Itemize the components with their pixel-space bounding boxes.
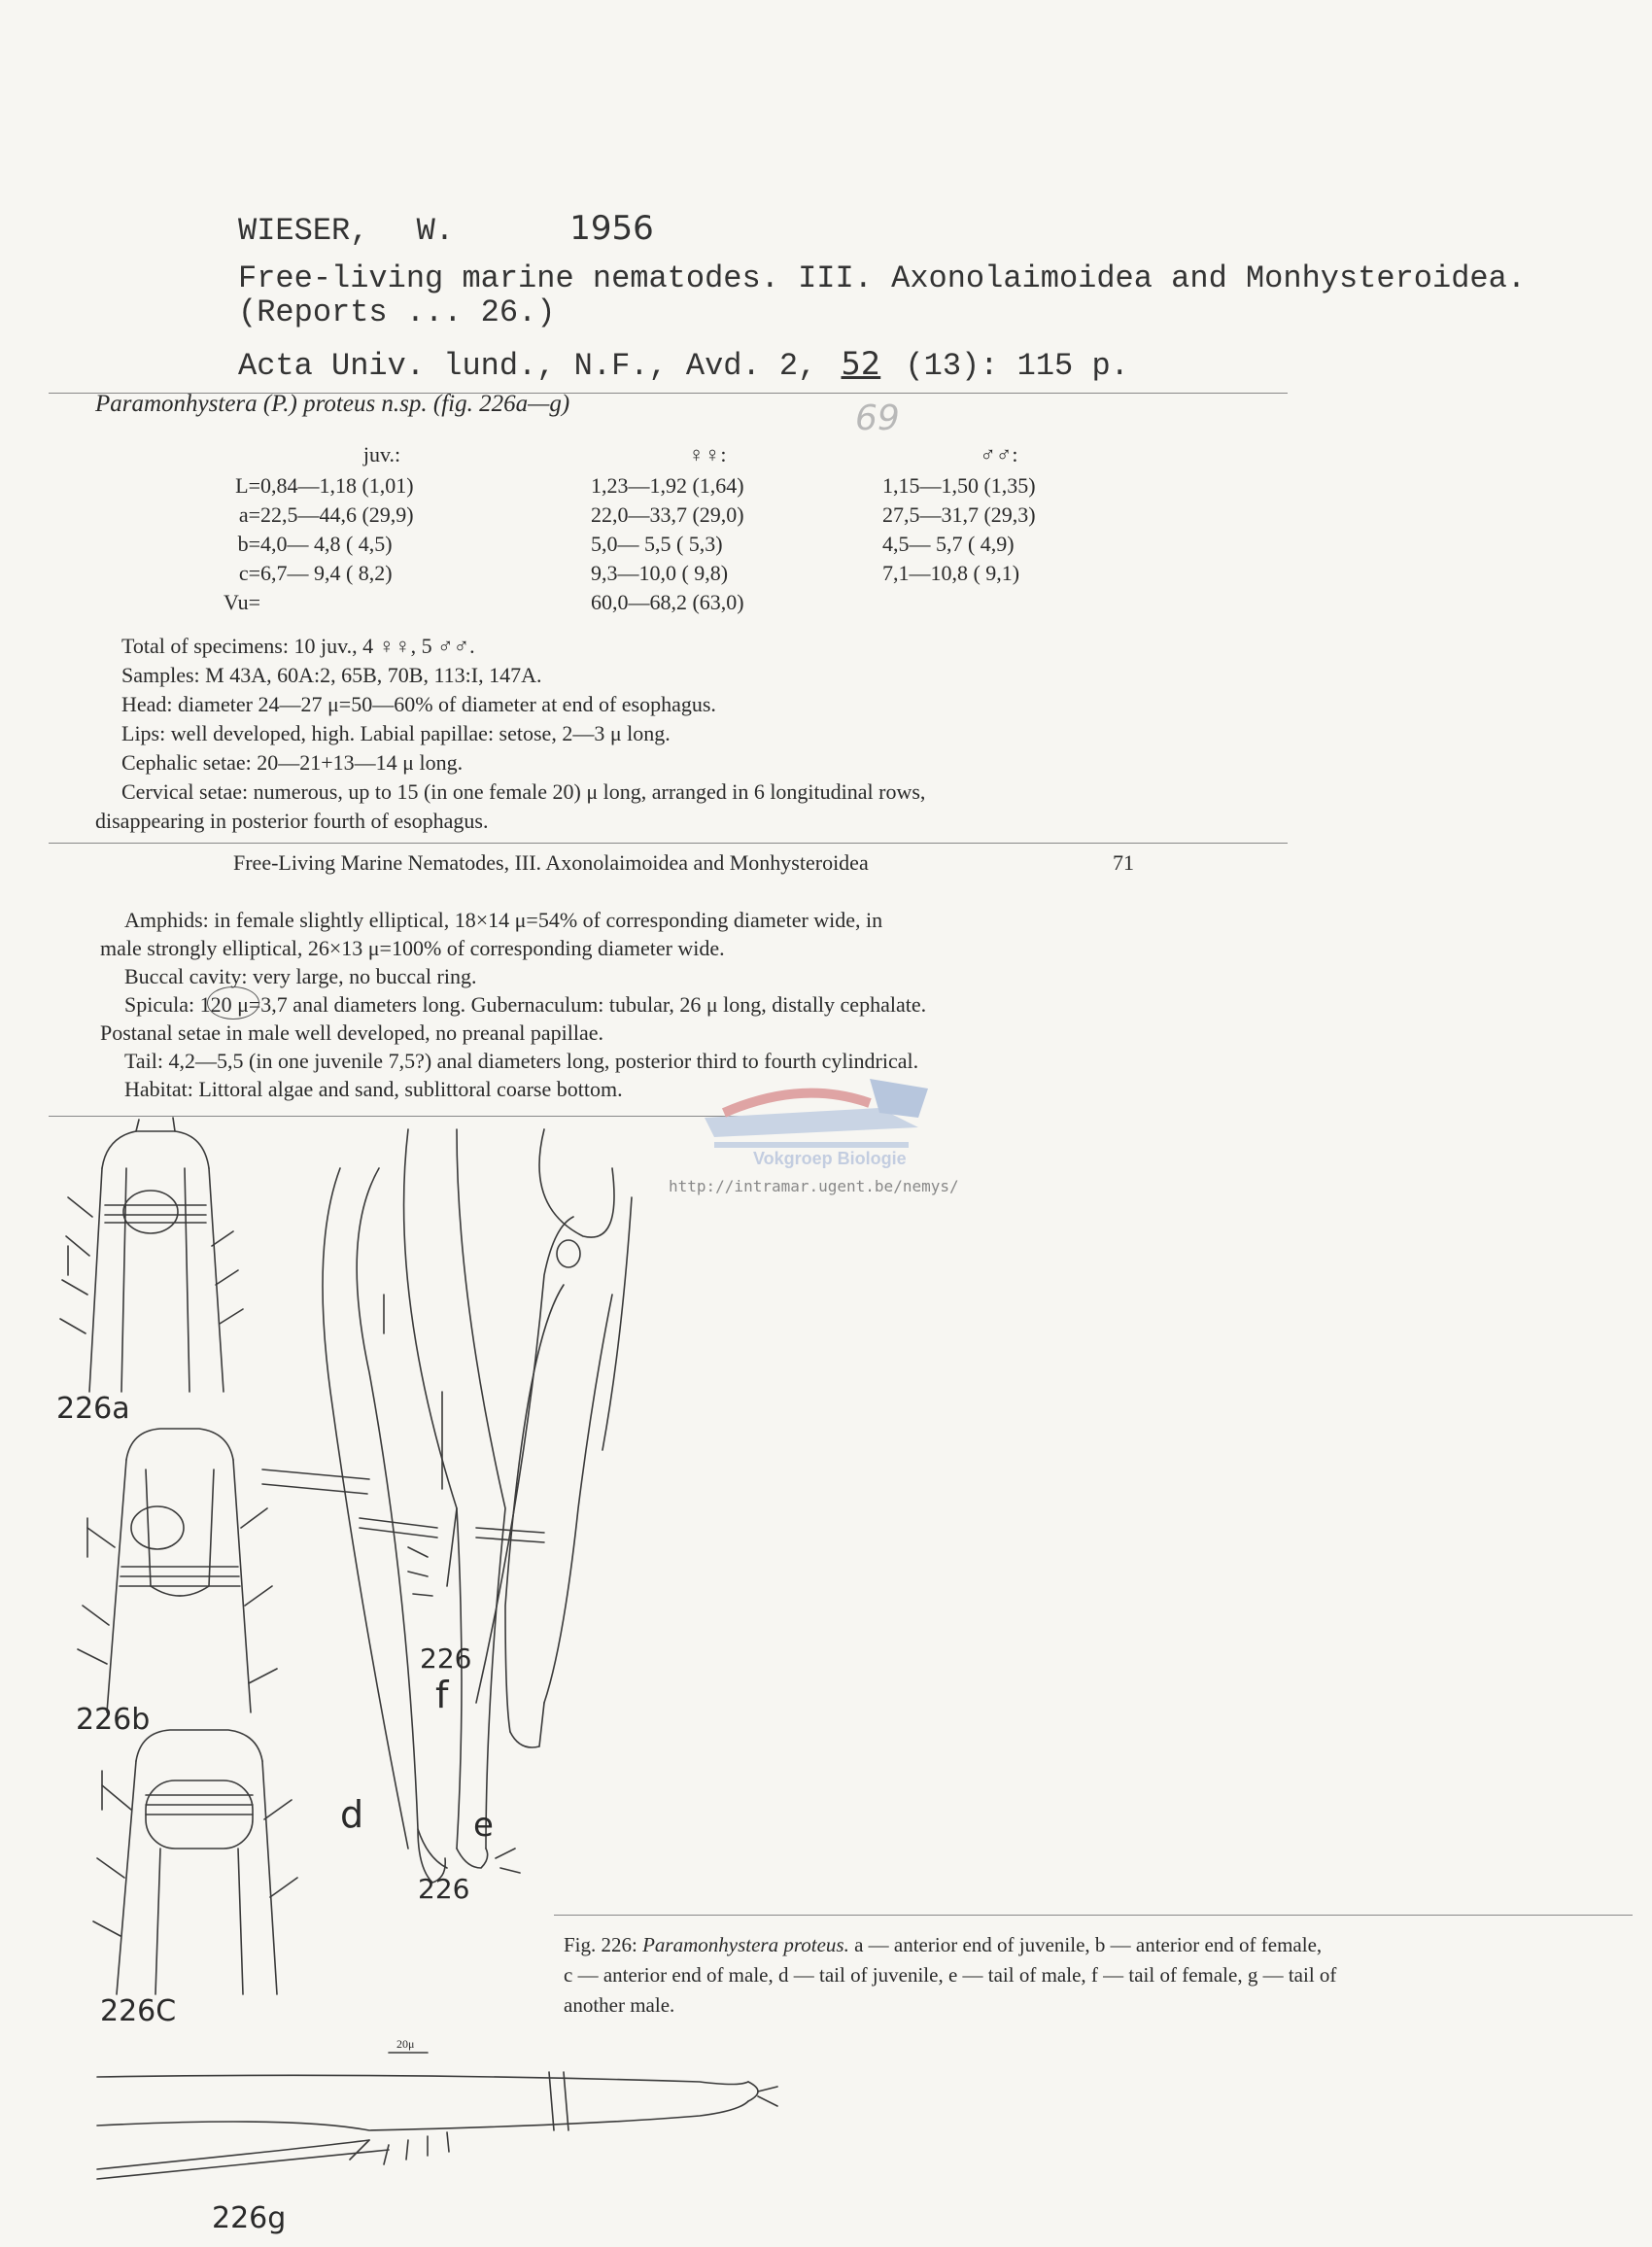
caption-divider — [554, 1915, 1633, 1916]
fig-label-e: e — [473, 1806, 494, 1845]
scale-bar-label: 20μ — [396, 2037, 415, 2051]
fig-226f-drawing — [476, 1129, 632, 1747]
measurement-table — [224, 442, 1116, 617]
citation-initial: W. — [416, 213, 455, 249]
citation-issue-pages: (13): 115 p. — [905, 348, 1129, 384]
fig-label-226-f-letter: f — [435, 1674, 449, 1716]
measurement-row: a= 22,5—44,6 (29,9) 22,0—33,7 (29,0) 27,5—31,7 (29,3) — [238, 502, 1036, 527]
fig-226e-drawing — [360, 1129, 520, 1873]
fig-label-226-f-number: 226 — [420, 1642, 472, 1675]
fig-label-226-de-number: 226 — [418, 1873, 470, 1905]
measurement-row: c= 6,7— 9,4 ( 8,2) 9,3—10,0 ( 9,8) 7,1—10,8 ( 9,1) — [238, 561, 1020, 585]
watermark-url: http://intramar.ugent.be/nemys/ — [669, 1177, 959, 1195]
desc1-total: Total of specimens: 10 juv., 4 ♀♀, 5 ♂♂. — [121, 634, 475, 658]
caption-line2: c — anterior end of male, d — tail of juvenile, e — tail of male, f — tail of female, g — tail of — [564, 1963, 1337, 1987]
desc2-postanal: Postanal setae in male well developed, no preanal papillae. — [100, 1020, 604, 1045]
fig-label-d: d — [340, 1793, 364, 1836]
citation-year: 1956 — [569, 209, 654, 248]
col-male: ♂♂: — [980, 442, 1018, 467]
fig-226c-drawing — [93, 1730, 297, 1994]
citation-volume: 52 — [841, 345, 881, 382]
desc1-cervical: Cervical setae: numerous, up to 15 (in one female 20) μ long, arranged in 6 longitudinal rows, — [121, 779, 926, 804]
fig-226b-drawing — [78, 1429, 277, 1712]
caption-line1-rest: a — anterior end of juvenile, b — anterior end of female, — [848, 1933, 1323, 1956]
desc2-spicula: Spicula: 120 μ=3,7 anal diameters long. Gubernaculum: tubular, 26 μ long, distally cephalate. — [124, 992, 927, 1017]
caption-line1 — [564, 1930, 1628, 1960]
figure-caption — [564, 1930, 1628, 2021]
middle-divider — [49, 843, 1288, 844]
desc2-buccal: Buccal cavity: very large, no buccal ring. — [124, 964, 477, 988]
handwritten-note: 69 — [855, 398, 900, 438]
measurement-row: b= 4,0— 4,8 ( 4,5) 5,0— 5,5 ( 5,3) 4,5— 5,7 ( 4,9) — [237, 532, 1015, 556]
desc2-tail: Tail: 4,2—5,5 (in one juvenile 7,5?) anal diameters long, posterior third to fourth cylindrical. — [124, 1049, 919, 1073]
caption-line3: another male. — [564, 1993, 675, 2017]
spicula-circle-annotation — [207, 986, 259, 1020]
desc1-lips: Lips: well developed, high. Labial papillae: setose, 2—3 μ long. — [121, 721, 671, 745]
desc2-amphids-cont: male strongly elliptical, 26×13 μ=100% of corresponding diameter wide. — [100, 936, 725, 960]
measurement-row: Vu= 60,0—68,2 (63,0) — [224, 590, 744, 614]
measurement-row: L= 0,84—1,18 (1,01) 1,23—1,92 (1,64) 1,15—1,50 (1,35) — [235, 473, 1036, 498]
fig-label-226a: 226a — [56, 1392, 130, 1426]
measurement-header-row — [224, 442, 1116, 471]
watermark-logo-text: Vokgroep Biologie — [753, 1149, 907, 1168]
caption-species: Paramonhystera proteus. — [642, 1933, 849, 1956]
desc1-samples: Samples: M 43A, 60A:2, 65B, 70B, 113:I, 147A. — [121, 663, 542, 687]
citation-journal: Acta Univ. lund., N.F., Avd. 2, — [238, 348, 817, 384]
fig-label-226g: 226g — [212, 2201, 287, 2235]
desc2-amphids: Amphids: in female slightly elliptical, 18×14 μ=54% of corresponding diameter wide, in — [124, 908, 883, 932]
citation-author: WIESER, — [238, 213, 369, 249]
citation-author-line — [238, 209, 654, 249]
citation-title-line2: (Reports ... 26.) — [238, 294, 556, 330]
caption-prefix: Fig. 226: — [564, 1933, 637, 1956]
species-heading: Paramonhystera (P.) proteus n.sp. (fig. 226a—g) — [95, 391, 570, 417]
running-head-page: 71 — [1113, 850, 1134, 875]
col-female: ♀♀: — [688, 442, 727, 467]
desc2-habitat: Habitat: Littoral algae and sand, sublittoral coarse bottom. — [124, 1077, 623, 1101]
figure-drawings — [0, 1100, 797, 2247]
col-juv: juv.: — [362, 442, 401, 467]
fig-226g-drawing — [97, 2053, 777, 2179]
desc1-cervical-cont: disappearing in posterior fourth of esophagus. — [95, 809, 489, 833]
citation-journal-line — [238, 345, 1129, 384]
citation-title-line1: Free-living marine nematodes. III. Axonolaimoidea and Monhysteroidea. — [238, 260, 1527, 296]
running-head-title: Free-Living Marine Nematodes, III. Axonolaimoidea and Monhysteroidea — [233, 850, 869, 875]
fig-226a-drawing — [60, 1118, 243, 1392]
fig-label-226c: 226C — [100, 1994, 177, 2028]
desc1-head: Head: diameter 24—27 μ=50—60% of diameter at end of esophagus. — [121, 692, 716, 716]
fig-label-226b: 226b — [76, 1703, 151, 1737]
desc1-cephalic: Cephalic setae: 20—21+13—14 μ long. — [121, 750, 464, 775]
